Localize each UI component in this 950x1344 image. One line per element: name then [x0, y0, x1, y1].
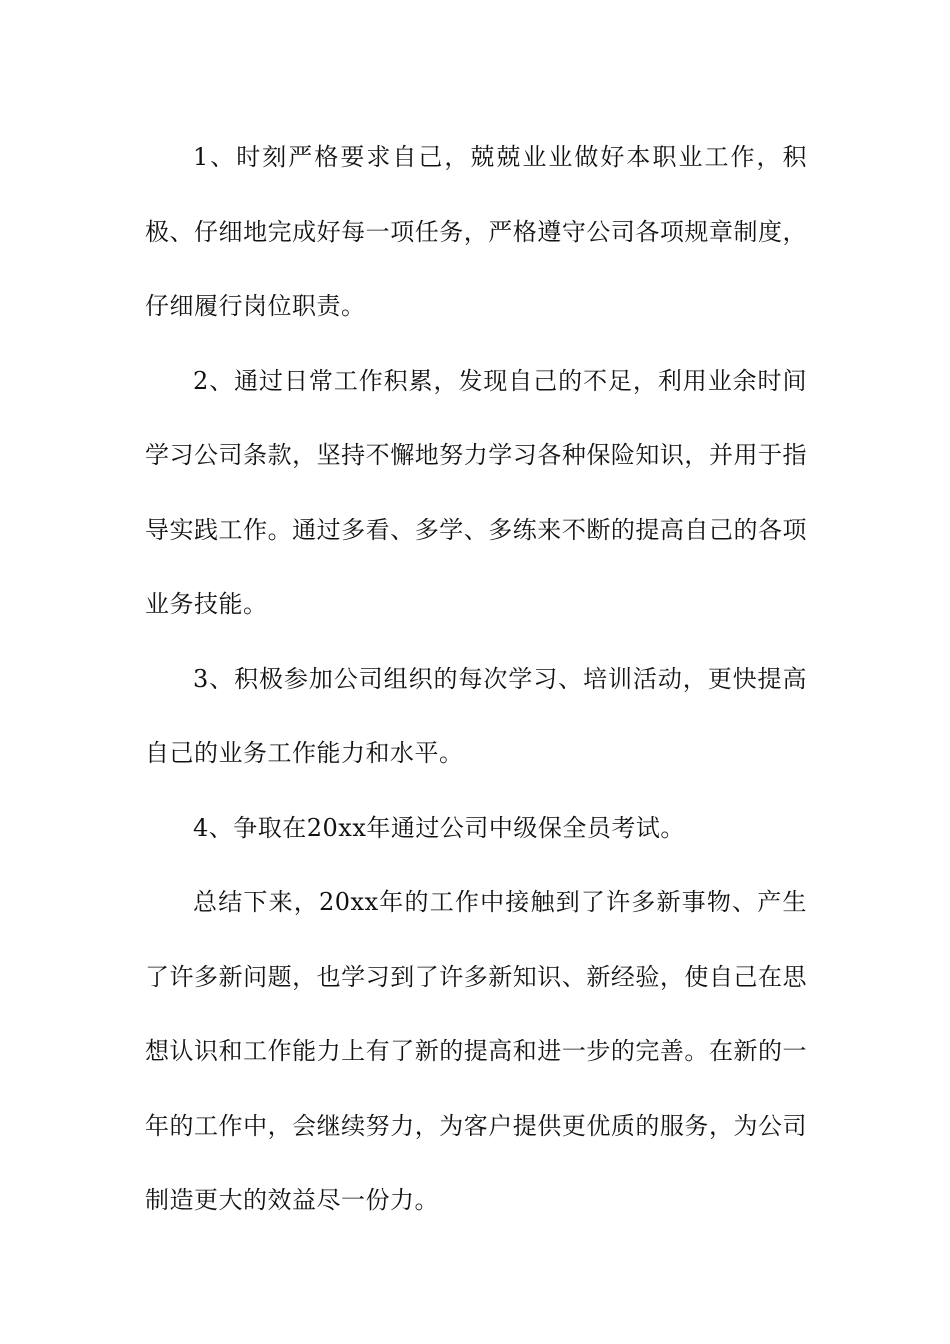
document-body [145, 120, 807, 1238]
paragraph-3: 3、积极参加公司组织的每次学习、培训活动，更快提高自己的业务工作能力和水平。 [145, 664, 807, 767]
paragraph-summary: 总结下来，20xx年的工作中接触到了许多新事物、产生了许多新问题，也学习到了许多新知识、新经验，使自己在思想认识和工作能力上有了新的提高和进一步的完善。在新的一年的工作中，会继续努力，为客户提供更优质的服务，为公司制造更大的效益尽一份力。 [145, 888, 807, 1214]
paragraph-1: 1、时刻严格要求自己，兢兢业业做好本职业工作，积极、仔细地完成好每一项任务，严格遵守公司各项规章制度，仔细履行岗位职责。 [145, 143, 807, 320]
paragraph-2: 2、通过日常工作积累，发现自己的不足，利用业余时间学习公司条款，坚持不懈地努力学习各种保险知识，并用于指导实践工作。通过多看、多学、多练来不断的提高自己的各项业务技能。 [145, 366, 807, 618]
paragraph-4: 4、争取在20xx年通过公司中级保全员考试。 [193, 813, 685, 842]
